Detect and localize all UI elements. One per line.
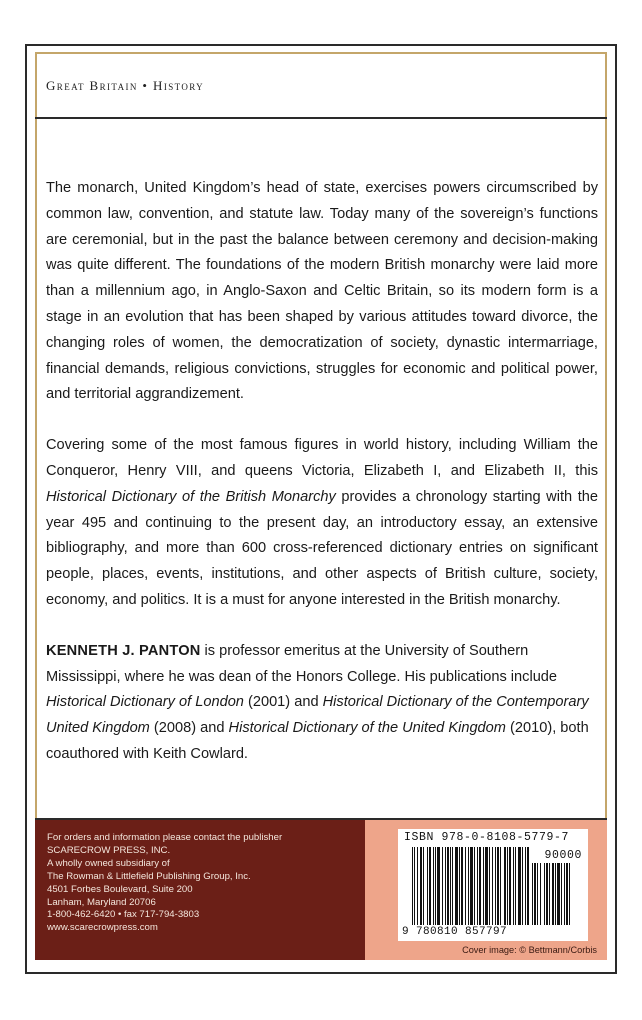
publisher-website: www.scarecrowpress.com xyxy=(47,922,158,934)
isbn-label: ISBN 978-0-8108-5779-7 xyxy=(404,831,570,844)
author-bio-text-2: (2001) and xyxy=(243,694,323,711)
header-divider xyxy=(35,117,607,119)
author-book-3: Historical Dictionary of the United Kingdom xyxy=(228,720,506,737)
publisher-line: The Rowman & Littlefield Publishing Group, Inc. xyxy=(47,870,251,882)
author-bio xyxy=(46,639,598,768)
publisher-line: Lanham, Maryland 20706 xyxy=(47,896,156,908)
publisher-line: 4501 Forbes Boulevard, Suite 200 xyxy=(47,883,193,895)
publisher-info-box xyxy=(35,820,365,960)
author-bio-text-1: is professor emeritus at the University of Southern Mississippi, where he was dean of the Honors College. His publications include xyxy=(46,642,558,685)
description-paragraph-2-start: Covering some of the most famous figures in world history, including William the Conqueror, Henry VIII, and queens Victoria, Elizabeth I, and Elizabeth II, this xyxy=(46,437,598,479)
price-code: 90000 xyxy=(544,849,582,862)
author-book-2: Historical Dictionary of the Contemporary United Kingdom xyxy=(46,694,589,737)
publisher-line: 1-800-462-6420 • fax 717-794-3803 xyxy=(47,909,200,921)
ean-barcode-image xyxy=(412,847,530,925)
ean-digits: 9 780810 857797 xyxy=(402,926,508,938)
description-paragraph-2 xyxy=(46,433,598,614)
cover-image-credit: Cover image: © Bettmann/Corbis xyxy=(462,945,597,955)
publisher-line: SCARECROW PRESS, INC. xyxy=(47,844,171,856)
price-addon-barcode-image xyxy=(532,863,582,925)
barcode-panel xyxy=(365,820,607,960)
book-title: Historical Dictionary of the British Monarchy xyxy=(46,488,336,505)
barcode-card xyxy=(398,829,588,941)
description-paragraph-2-end: provides a chronology starting with the year 495 and continuing to the present day, an introductory essay, an extensive bibliography, and more than 600 cross-referenced dictionary entries on significant people, places, events, institutions, and other aspects of British culture, society, economy, and politics. It is a must for anyone interested in the British monarchy. xyxy=(46,488,598,608)
author-bio-text-4: (2010), both coauthored with Keith Cowlard. xyxy=(46,720,589,762)
publisher-line: A wholly owned subsidiary of xyxy=(47,857,170,869)
publisher-line: For orders and information please contact the publisher xyxy=(47,832,283,843)
description-paragraph-1: The monarch, United Kingdom’s head of state, exercises powers circumscribed by common law, convention, and statute law. Today many of the sovereign’s functions are ceremonial, but in the past the balance between ceremony and decision-making was quite different. The foundations of the modern British monarchy were laid more than a millennium ago, in Anglo-Saxon and Celtic Britain, so its modern form is a stage in an evolution that has been shaped by various attitudes toward divorce, the changing roles of women, the democratization of society, dynastic intermarriage, financial demands, religious convictions, struggles for economic and political power, and territorial aggrandizement. xyxy=(46,180,598,403)
author-bio-text-3: (2008) and xyxy=(149,720,229,737)
back-cover-text xyxy=(46,176,598,793)
category-heading: Great Britain • History xyxy=(46,78,205,93)
author-book-1: Historical Dictionary of London xyxy=(46,694,244,711)
author-name: KENNETH J. PANTON xyxy=(46,642,201,659)
